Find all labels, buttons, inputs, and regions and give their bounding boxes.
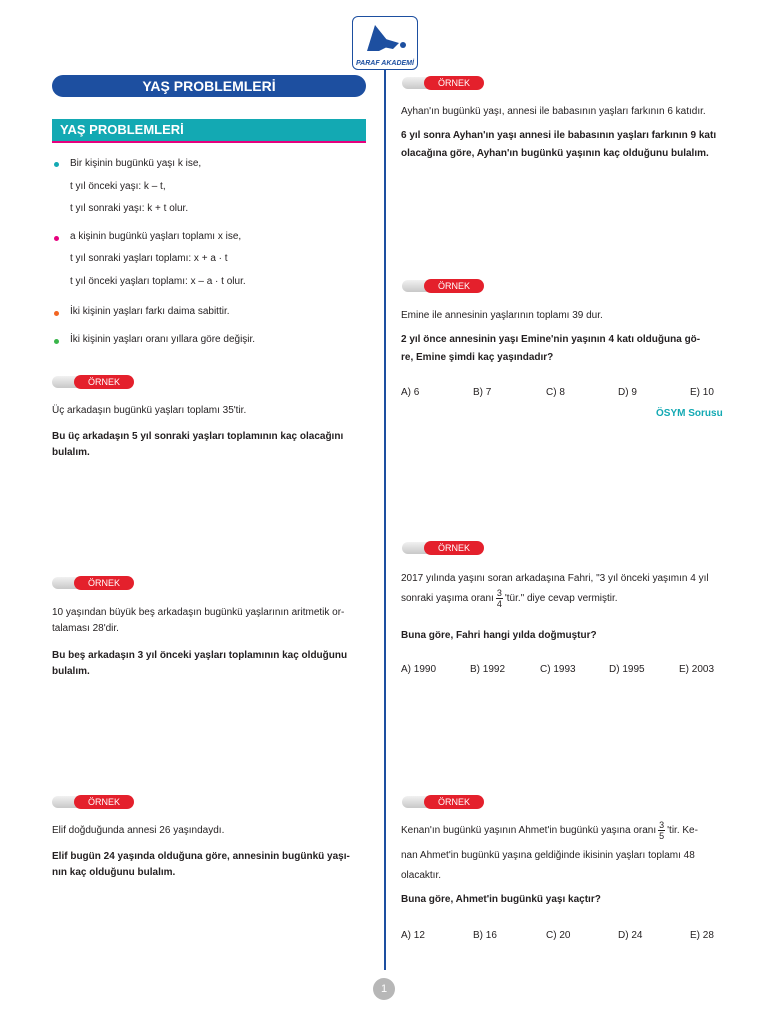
rule-text: t yıl önceki yaşları toplamı: x – a · t olur.: [70, 276, 246, 287]
page-title: YAŞ PROBLEMLERİ: [52, 75, 366, 97]
choice-b: B) 16: [473, 930, 497, 941]
paraf-akademi-logo: [352, 16, 418, 70]
bullet-dot: [54, 311, 59, 316]
choice-c: C) 20: [546, 930, 571, 941]
example-text: sonraki yaşıma oranı: [401, 593, 494, 605]
section-title: YAŞ PROBLEMLERİ: [52, 119, 366, 141]
example-question: 2 yıl önce annesinin yaşı Emine'nin yaşının 4 katı olduğuna gö-: [401, 334, 701, 345]
bullet-dot: [54, 162, 59, 167]
logo-text: PARAF AKADEMİ: [356, 60, 414, 67]
example-text: Kenan'ın bugünkü yaşının Ahmet'in bugünkü yaşına oranı: [401, 825, 657, 837]
choice-c: C) 1993: [540, 664, 576, 675]
logo-icon: [353, 17, 417, 57]
section-underline: [52, 141, 366, 143]
osym-source: ÖSYM Sorusu: [656, 408, 723, 419]
ornek-badge: ÖRNEK: [52, 576, 134, 590]
example-question: Buna göre, Ahmet'in bugünkü yaşı kaçtır?: [401, 894, 601, 905]
column-divider: [384, 70, 386, 970]
example-text: nan Ahmet'in bugünkü yaşına geldiğinde ikisinin yaşları toplamı 48: [401, 850, 695, 861]
example-question: Elif bugün 24 yaşında olduğuna göre, annesinin bugünkü yaşı-: [52, 851, 350, 862]
choice-e: E) 2003: [679, 664, 715, 675]
rule-text: İki kişinin yaşları oranı yıllara göre değişir.: [70, 334, 256, 345]
choice-c: C) 8: [546, 387, 565, 398]
example-question: re, Emine şimdi kaç yaşındadır?: [401, 352, 554, 363]
fraction: $\frac{3}{5}$: [659, 820, 665, 841]
fraction: $\frac{3}{4}$: [496, 588, 502, 609]
example-text-line: [401, 820, 698, 841]
choice-e: E) 28: [690, 930, 714, 941]
rule-text: Bir kişinin bugünkü yaşı k ise,: [70, 158, 202, 169]
example-question: Bu üç arkadaşın 5 yıl sonraki yaşları toplamının kaç olacağını: [52, 431, 344, 442]
example-question: nın kaç olduğunu bulalım.: [52, 867, 176, 878]
example-text: Elif doğduğunda annesi 26 yaşındaydı.: [52, 825, 225, 836]
choice-d: D) 1995: [609, 664, 645, 675]
rule-text: a kişinin bugünkü yaşları toplamı x ise,: [70, 231, 242, 242]
choice-d: D) 24: [618, 930, 643, 941]
choice-a: A) 1990: [401, 664, 437, 675]
ornek-badge: ÖRNEK: [402, 76, 484, 90]
example-text: Ayhan'ın bugünkü yaşı, annesi ile babasının yaşları farkının 6 katıdır.: [401, 106, 706, 117]
choice-e: E) 10: [690, 387, 714, 398]
choice-b: B) 7: [473, 387, 492, 398]
example-text: 'tir. Ke-: [667, 825, 698, 837]
bullet-dot: [54, 236, 59, 241]
example-text: olacaktır.: [401, 870, 442, 881]
bullet-dot: [54, 339, 59, 344]
example-text: 2017 yılında yaşını soran arkadaşına Fahri, "3 yıl önceki yaşımın 4 yıl: [401, 573, 709, 584]
example-text: 10 yaşından büyük beş arkadaşın bugünkü yaşlarının aritmetik or-: [52, 607, 345, 618]
example-text: talaması 28'dir.: [52, 623, 119, 634]
rule-text: t yıl sonraki yaşı: k + t olur.: [70, 203, 189, 214]
example-question: Buna göre, Fahri hangi yılda doğmuştur?: [401, 630, 597, 641]
ornek-badge: ÖRNEK: [52, 375, 134, 389]
rule-text: İki kişinin yaşları farkı daima sabittir.: [70, 306, 230, 317]
choice-d: D) 9: [618, 387, 637, 398]
example-question: bulalım.: [52, 666, 90, 677]
example-text: 'tür." diye cevap vermiştir.: [504, 593, 618, 605]
choice-b: B) 1992: [470, 664, 506, 675]
rule-text: t yıl önceki yaşı: k – t,: [70, 181, 166, 192]
rule-text: t yıl sonraki yaşları toplamı: x + a · t: [70, 253, 228, 264]
ornek-badge: ÖRNEK: [402, 795, 484, 809]
ornek-badge: ÖRNEK: [402, 541, 484, 555]
example-text: Emine ile annesinin yaşlarının toplamı 39 dur.: [401, 310, 603, 321]
example-question: Bu beş arkadaşın 3 yıl önceki yaşları toplamının kaç olduğunu: [52, 650, 348, 661]
choice-a: A) 12: [401, 930, 425, 941]
ornek-badge: ÖRNEK: [52, 795, 134, 809]
example-question: 6 yıl sonra Ayhan'ın yaşı annesi ile babasının yaşları farkının 9 katı: [401, 130, 717, 141]
example-question: olacağına göre, Ayhan'ın bugünkü yaşının kaç olduğunu bulalım.: [401, 148, 709, 159]
choice-a: A) 6: [401, 387, 420, 398]
example-text: Üç arkadaşın bugünkü yaşları toplamı 35'tir.: [52, 405, 247, 416]
page-number: 1: [373, 978, 395, 1000]
example-question: bulalım.: [52, 447, 90, 458]
example-text-line: [401, 588, 618, 609]
ornek-badge: ÖRNEK: [402, 279, 484, 293]
